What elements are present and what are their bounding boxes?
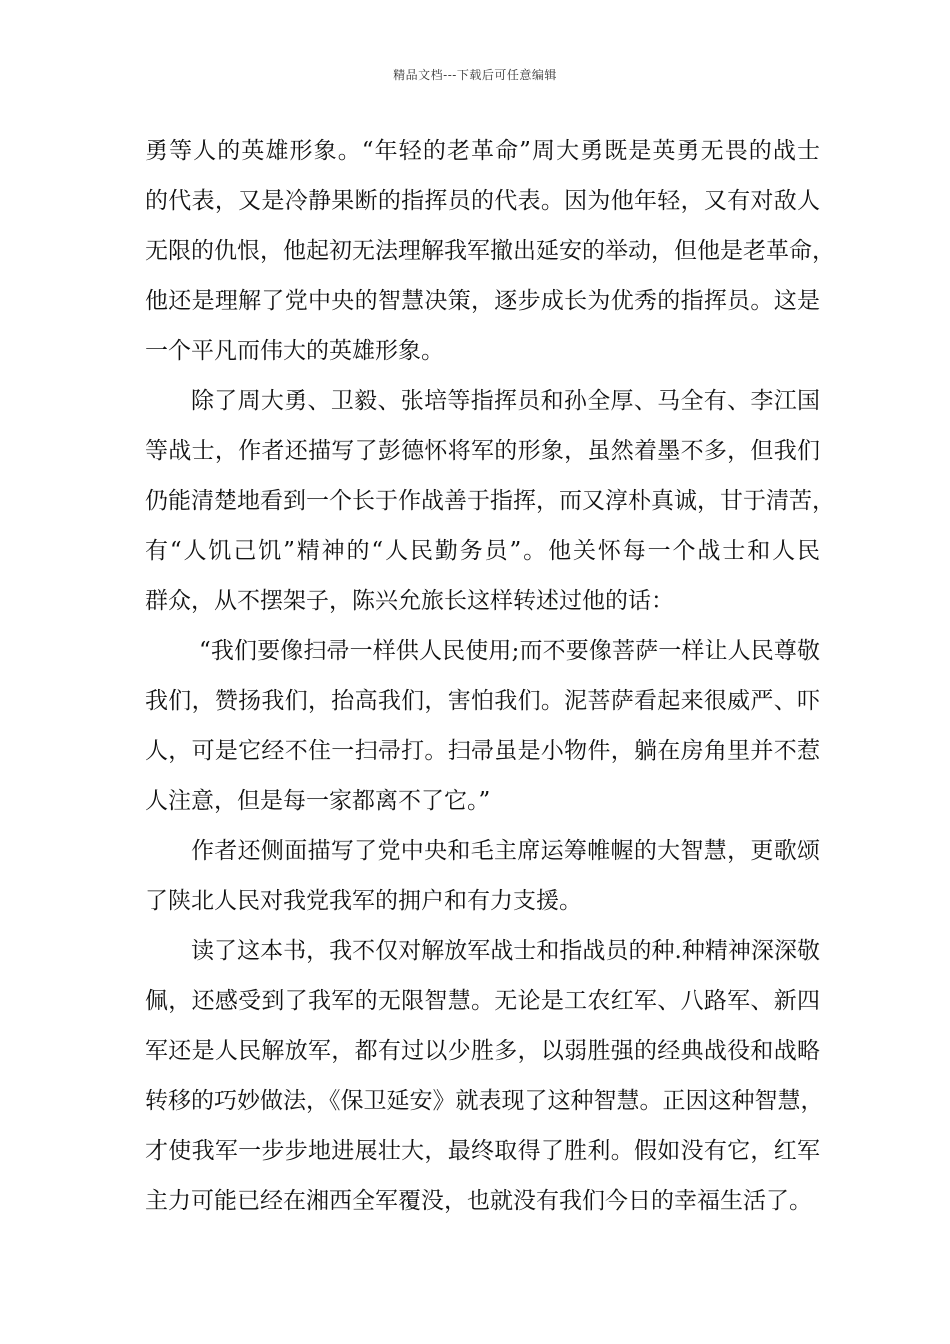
page-header: 精品文档---下载后可任意编辑 <box>393 68 557 82</box>
text-line: 人注意，但是每一家都离不了它。” <box>145 788 491 814</box>
text-line: 读了这本书，我不仅对解放军战士和指战员的种.种精神深深敬 <box>191 938 820 964</box>
paragraph-5 <box>145 926 824 1226</box>
text-line: 无限的仇恨，他起初无法理解我军撤出延安的举动，但他是老革命， <box>145 238 835 264</box>
text-line: 佩，还感受到了我军的无限智慧。无论是工农红军、八路军、新四 <box>145 988 820 1014</box>
paragraph-4 <box>145 826 820 926</box>
paragraph-2 <box>145 376 835 626</box>
text-line: 我们，赞扬我们，抬高我们，害怕我们。泥菩萨看起来很威严、吓 <box>145 688 820 714</box>
text-line: “我们要像扫帚一样供人民使用;而不要像菩萨一样让人民尊敬 <box>199 638 820 664</box>
text-line: 主力可能已经在湘西全军覆没，也就没有我们今日的幸福生活了。 <box>145 1188 812 1214</box>
text-line: 军还是人民解放军，都有过以少胜多，以弱胜强的经典战役和战略 <box>145 1038 820 1064</box>
text-line: 除了周大勇、卫毅、张培等指挥员和孙全厚、马全有、李江国 <box>191 388 820 414</box>
text-line: 有“人饥己饥”精神的“人民勤务员”。他关怀每一个战士和人民 <box>145 538 820 564</box>
paragraph-quote <box>145 626 820 826</box>
text-line: 人，可是它经不住一扫帚打。扫帚虽是小物件，躺在房角里并不惹 <box>145 738 820 764</box>
text-line: 仍能清楚地看到一个长于作战善于指挥，而又淳朴真诚，甘于清苦， <box>145 488 835 514</box>
text-line: 等战士，作者还描写了彭德怀将军的形象，虽然着墨不多，但我们 <box>145 438 820 464</box>
text-line: 才使我军一步步地进展壮大，最终取得了胜利。假如没有它，红军 <box>145 1138 820 1164</box>
text-line: 一个平凡而伟大的英雄形象。 <box>145 338 444 364</box>
text-line: 他还是理解了党中央的智慧决策，逐步成长为优秀的指挥员。这是 <box>145 288 820 314</box>
text-line: 的代表，又是冷静果断的指挥员的代表。因为他年轻，又有对敌人 <box>145 188 820 214</box>
text-line: 了陕北人民对我党我军的拥户和有力支援。 <box>145 888 582 914</box>
text-line: 转移的巧妙做法，《保卫延安》就表现了这种智慧。正因这种智慧， <box>145 1088 824 1114</box>
document-body <box>145 126 835 1226</box>
text-line: 作者还侧面描写了党中央和毛主席运筹帷幄的大智慧，更歌颂 <box>191 838 820 864</box>
text-line: 群众，从不摆架子，陈兴允旅长这样转述过他的话： <box>145 588 674 614</box>
paragraph-1 <box>145 126 835 376</box>
text-line: 勇等人的英雄形象。“年轻的老革命”周大勇既是英勇无畏的战士 <box>145 138 820 164</box>
